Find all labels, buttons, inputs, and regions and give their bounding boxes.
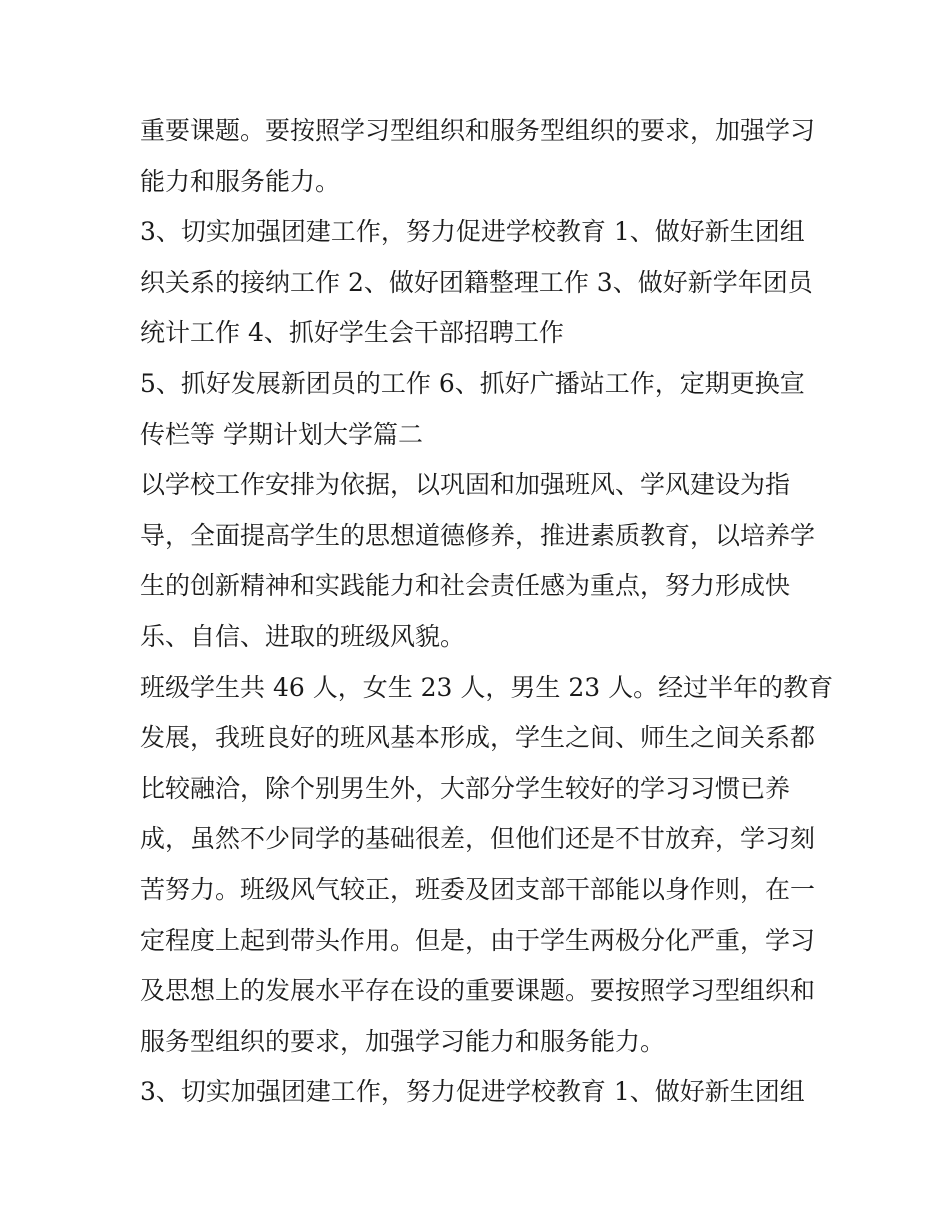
text-line: 乐、自信、进取的班级风貌。 — [140, 621, 466, 651]
text-line: 服务型组织的要求，加强学习能力和服务能力。 — [140, 1026, 666, 1056]
text-line: 苦努力。班级风气较正，班委及团支部干部能以身作则，在一 — [140, 874, 816, 904]
text-line: 以学校工作安排为依据，以巩固和加强班风、学风建设为指 — [140, 470, 791, 500]
text-line: 3、切实加强团建工作，努力促进学校教育 1、做好新生团组 — [140, 217, 805, 247]
text-line: 3、切实加强团建工作，努力促进学校教育 1、做好新生团组 — [140, 1077, 805, 1107]
text-line: 统计工作 4、抓好学生会干部招聘工作 — [140, 318, 564, 348]
text-line: 发展，我班良好的班风基本形成，学生之间、师生之间关系都 — [140, 723, 816, 753]
text-line: 能力和服务能力。 — [140, 166, 341, 196]
text-line: 5、抓好发展新团员的工作 6、抓好广播站工作，定期更换宣 — [140, 368, 805, 398]
text-line: 织关系的接纳工作 2、做好团籍整理工作 3、做好新学年团员 — [140, 267, 813, 297]
text-line: 传栏等 学期计划大学篇二 — [140, 419, 423, 449]
text-line: 重要课题。要按照学习型组织和服务型组织的要求，加强学习 — [140, 116, 816, 145]
text-line: 导，全面提高学生的思想道德修养，推进素质教育，以培养学 — [140, 520, 816, 550]
text-line: 生的创新精神和实践能力和社会责任感为重点，努力形成快 — [140, 571, 791, 601]
text-line: 班级学生共 46 人，女生 23 人，男生 23 人。经过半年的教育 — [140, 672, 834, 702]
text-line: 成，虽然不少同学的基础很差，但他们还是不甘放弃，学习刻 — [140, 824, 816, 854]
document-body — [140, 106, 834, 1118]
text-line: 及思想上的发展水平存在设的重要课题。要按照学习型组织和 — [140, 976, 816, 1006]
text-line: 比较融洽，除个别男生外，大部分学生较好的学习习惯已养 — [140, 773, 791, 803]
text-line: 定程度上起到带头作用。但是，由于学生两极分化严重，学习 — [140, 925, 816, 955]
